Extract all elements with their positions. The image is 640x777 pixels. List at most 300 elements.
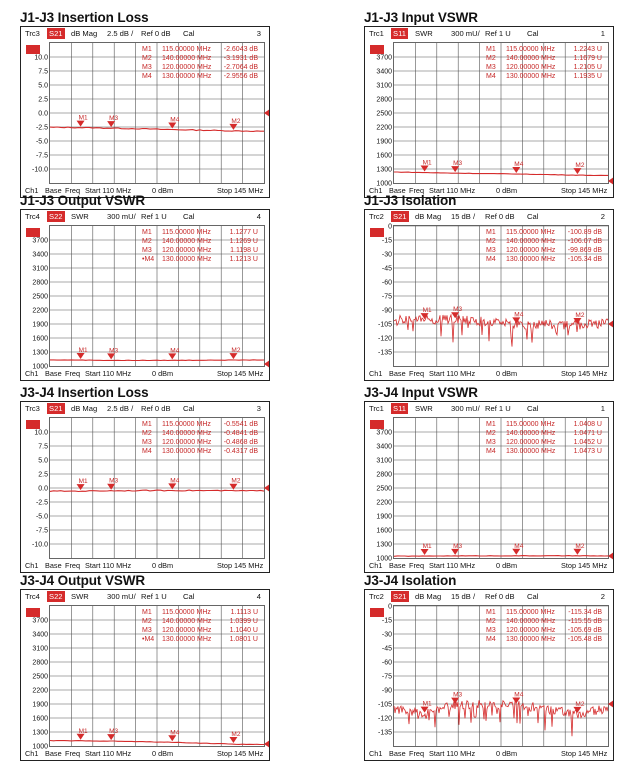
y-tick-label: 1000: [32, 743, 48, 751]
stop-frequency: Stop 145 MHz: [217, 561, 264, 570]
format-label: dB Mag: [71, 404, 98, 413]
stop-frequency: Stop 145 MHz: [561, 561, 608, 570]
marker-table-value: -0.4841 dB: [223, 430, 258, 437]
y-tick-label: 3700: [32, 617, 48, 625]
plot-svg: [377, 223, 608, 366]
y-tick-label: -30: [381, 631, 392, 639]
reference-label: Ref 1 U: [141, 592, 167, 601]
marker-label: M4: [170, 477, 180, 485]
measurement-badge: S21: [49, 404, 63, 413]
marker-table-frequency: 140.00000 MHz: [506, 618, 556, 625]
marker-table-label: M3: [142, 627, 152, 634]
marker-label: M3: [109, 477, 119, 485]
measurement-badge: S11: [393, 29, 406, 38]
marker-table-label: M2: [142, 238, 152, 245]
y-tick-label: -75: [381, 673, 392, 681]
marker-table-frequency: 130.00000 MHz: [162, 636, 212, 643]
reference-label: Ref 0 dB: [141, 29, 171, 38]
stop-frequency: Stop 145 MHz: [217, 369, 264, 378]
plot-area: [32, 225, 265, 371]
y-tick-label: -90: [381, 687, 392, 695]
reference-arrow: [608, 700, 614, 708]
y-tick-label: 1300: [32, 729, 48, 737]
marker-table-frequency: 130.00000 MHz: [506, 636, 556, 643]
y-tick-label: 3400: [32, 251, 48, 259]
marker-table-label: M3: [486, 64, 496, 71]
trace-header: [365, 590, 613, 604]
y-tick-label: 1600: [32, 335, 48, 343]
reference-arrow: [264, 109, 270, 117]
marker-label: M1: [422, 159, 432, 167]
trace-header: [21, 27, 269, 41]
active-trace-marker: [26, 228, 40, 237]
marker-table-label: M2: [486, 55, 496, 62]
sweep-footer: [21, 748, 269, 760]
marker-table-value: -105.69 dB: [567, 627, 602, 634]
marker-table-frequency: 120.00000 MHz: [162, 439, 212, 446]
marker-label: M2: [575, 311, 585, 319]
marker-table-label: M4: [486, 448, 496, 455]
marker-label: M4: [514, 160, 524, 168]
base-label: Base: [389, 186, 406, 195]
marker-table-label: M3: [486, 439, 496, 446]
marker-table-label: M3: [142, 247, 152, 254]
active-trace-marker: [370, 420, 384, 429]
trace-header: [21, 210, 269, 224]
base-label: Base: [389, 749, 406, 758]
y-tick-label: 3700: [32, 237, 48, 245]
marker-table-value: -106.07 dB: [567, 238, 602, 245]
trace-id: Trc4: [25, 592, 40, 601]
trace-id: Trc3: [25, 404, 40, 413]
y-tick-label: 1000: [376, 555, 392, 563]
trace-line: [50, 360, 264, 361]
marker-label: M4: [170, 729, 180, 737]
cal-label: Cal: [183, 212, 195, 221]
y-tick-label: 10.0: [34, 429, 48, 437]
marker-table-frequency: 120.00000 MHz: [506, 64, 556, 71]
scale-label: 300 mU/: [451, 404, 480, 413]
plot-area: [32, 417, 265, 559]
marker-table-label: M2: [142, 430, 152, 437]
y-tick-label: -10.0: [32, 541, 48, 549]
chart-title: J3-J4 Input VSWR: [364, 385, 478, 400]
cal-label: Cal: [527, 592, 539, 601]
start-frequency: Start 110 MHz: [429, 369, 476, 378]
marker-table-label: M4: [486, 636, 496, 643]
marker-table-label: M1: [142, 229, 152, 236]
measurement-badge: S21: [49, 29, 63, 38]
marker-table-frequency: 120.00000 MHz: [162, 627, 212, 634]
marker-table-frequency: 115.00000 MHz: [162, 609, 211, 616]
source-power: 0 dBm: [152, 369, 174, 378]
trace-id: Trc4: [25, 212, 40, 221]
format-label: SWR: [71, 212, 89, 221]
marker-table-label: M4: [486, 73, 496, 80]
analyzer-screen: [20, 209, 270, 381]
marker-table-frequency: 115.00000 MHz: [506, 609, 555, 616]
marker-table-value: -3.1931 dB: [223, 55, 258, 62]
marker-table-label: M1: [486, 46, 496, 53]
plot-svg: [32, 43, 264, 183]
start-frequency: Start 110 MHz: [85, 561, 132, 570]
sweep-footer: [21, 560, 269, 572]
reference-arrow: [264, 740, 270, 748]
base-label: Base: [45, 186, 62, 195]
channel-label: Ch1: [25, 561, 39, 570]
marker-table-value: -2.9556 dB: [223, 73, 258, 80]
y-tick-label: 1000: [32, 363, 48, 371]
reference-label: Ref 0 dB: [485, 212, 515, 221]
plot-svg: [376, 43, 608, 188]
marker-table-value: 1.1040 U: [229, 627, 258, 634]
format-label: SWR: [71, 592, 89, 601]
y-tick-label: 1600: [32, 715, 48, 723]
cal-label: Cal: [527, 29, 539, 38]
chart-title: J1-J3 Input VSWR: [364, 10, 478, 25]
marker-label: M1: [78, 114, 88, 122]
marker-table-frequency: 120.00000 MHz: [162, 64, 212, 71]
freq-label: Freq: [65, 561, 81, 570]
marker-label: M2: [575, 162, 585, 170]
marker-label: M1: [422, 700, 432, 708]
measurement-badge: S22: [49, 212, 63, 221]
y-tick-label: 2500: [32, 293, 48, 301]
base-label: Base: [389, 561, 406, 570]
freq-label: Freq: [409, 369, 425, 378]
reference-arrow: [608, 552, 614, 560]
channel-label: Ch1: [25, 749, 39, 758]
marker-table-value: 1.2243 U: [573, 46, 602, 53]
marker-table-value: -105.48 dB: [567, 636, 602, 643]
marker-table-label: M2: [486, 430, 496, 437]
marker-table-value: 1.0473 U: [573, 448, 602, 455]
y-tick-label: 7.5: [38, 68, 48, 76]
base-label: Base: [45, 561, 62, 570]
y-tick-label: 2200: [376, 124, 392, 132]
y-tick-label: 1900: [376, 138, 392, 146]
trace-id: Trc1: [369, 404, 384, 413]
marker-label: M1: [78, 727, 88, 735]
y-tick-label: 2800: [376, 96, 392, 104]
marker-table-label: M2: [142, 55, 152, 62]
trace-header: [365, 402, 613, 416]
marker-table-label: M3: [142, 439, 152, 446]
chart-title: J3-J4 Isolation: [364, 573, 457, 588]
marker-label: M1: [422, 543, 432, 550]
channel-label: Ch1: [369, 186, 383, 195]
cal-label: Cal: [183, 592, 195, 601]
stop-frequency: Stop 145 MHz: [561, 369, 608, 378]
marker-table-label: M4: [142, 73, 152, 80]
marker-table-label: M1: [142, 46, 152, 53]
marker-label: M3: [453, 160, 463, 168]
y-tick-label: -60: [381, 279, 392, 287]
plot-area: [377, 223, 609, 367]
y-tick-label: -90: [381, 307, 392, 315]
marker-table-value: 1.0801 U: [229, 636, 258, 643]
start-frequency: Start 110 MHz: [429, 186, 476, 195]
marker-table-value: -100.89 dB: [567, 229, 602, 236]
y-tick-label: -75: [381, 293, 392, 301]
analyzer-screen: [20, 401, 270, 573]
y-tick-label: -45: [381, 265, 392, 273]
freq-label: Freq: [409, 561, 425, 570]
channel-label: Ch1: [369, 369, 383, 378]
marker-table-label: M1: [142, 609, 152, 616]
source-power: 0 dBm: [496, 186, 518, 195]
trace-number: 2: [600, 592, 605, 601]
y-tick-label: 2200: [32, 307, 48, 315]
marker-label: M4: [170, 347, 180, 355]
marker-label: M3: [109, 115, 119, 123]
y-tick-label: 1000: [376, 180, 392, 188]
freq-label: Freq: [409, 186, 425, 195]
active-trace-marker: [370, 608, 384, 617]
marker-label: M4: [514, 542, 524, 550]
reference-label: Ref 1 U: [485, 29, 511, 38]
format-label: SWR: [415, 404, 433, 413]
format-label: dB Mag: [71, 29, 98, 38]
marker-table-frequency: 115.00000 MHz: [162, 46, 211, 53]
trace-header: [21, 590, 269, 604]
y-tick-label: 2200: [32, 687, 48, 695]
analyzer-screen: [20, 589, 270, 761]
source-power: 0 dBm: [152, 561, 174, 570]
marker-table-label: M1: [486, 609, 496, 616]
chart-title: J3-J4 Insertion Loss: [20, 385, 149, 400]
marker-table-value: 1.0408 U: [573, 421, 602, 428]
y-tick-label: 2500: [376, 485, 392, 493]
marker-table-value: -0.4868 dB: [223, 439, 258, 446]
chart-title: J1-J3 Isolation: [364, 193, 457, 208]
marker-label: M2: [575, 542, 585, 550]
y-tick-label: 3700: [376, 54, 392, 62]
marker-table-frequency: 120.00000 MHz: [506, 627, 556, 634]
sweep-footer: [365, 748, 613, 760]
y-tick-label: 1300: [376, 541, 392, 549]
marker-label: M2: [231, 347, 241, 355]
cal-label: Cal: [183, 404, 195, 413]
marker-table-frequency: 115.00000 MHz: [506, 421, 555, 428]
trace-number: 1: [600, 404, 605, 413]
y-tick-label: 0: [388, 603, 392, 611]
marker-table-label: M1: [486, 229, 496, 236]
y-tick-label: 5.0: [38, 457, 48, 465]
freq-label: Freq: [409, 749, 425, 758]
marker-table-value: 1.1277 U: [229, 229, 258, 236]
plot-area: [377, 603, 609, 747]
marker-table-label: M3: [486, 627, 496, 634]
reference-arrow: [608, 320, 614, 328]
y-tick-label: 3400: [376, 443, 392, 451]
stop-frequency: Stop 145 MHz: [217, 749, 264, 758]
y-tick-label: -2.5: [35, 124, 48, 132]
start-frequency: Start 110 MHz: [429, 749, 476, 758]
marker-label: M2: [231, 731, 241, 738]
marker-label: M3: [453, 306, 463, 314]
reference-label: Ref 0 dB: [485, 592, 515, 601]
marker-table-value: 1.1935 U: [573, 73, 602, 80]
channel-label: Ch1: [369, 561, 383, 570]
y-tick-label: 0.0: [38, 110, 48, 118]
start-frequency: Start 110 MHz: [85, 186, 132, 195]
format-label: SWR: [415, 29, 433, 38]
y-tick-label: -135: [377, 729, 392, 737]
y-tick-label: 1600: [376, 152, 392, 160]
marker-table-frequency: 115.00000 MHz: [506, 46, 555, 53]
source-power: 0 dBm: [152, 186, 174, 195]
marker-table-value: 1.1679 U: [573, 55, 602, 62]
base-label: Base: [45, 749, 62, 758]
trace-number: 2: [600, 212, 605, 221]
y-tick-label: 3100: [376, 82, 392, 90]
marker-table-label: •M4: [142, 636, 155, 643]
marker-table-frequency: 115.00000 MHz: [162, 421, 211, 428]
marker-table-value: -0.4317 dB: [223, 448, 258, 455]
marker-table-label: M1: [486, 421, 496, 428]
marker-table-value: -0.5541 dB: [223, 421, 258, 428]
y-tick-label: 1300: [376, 166, 392, 174]
y-tick-label: -60: [381, 659, 392, 667]
reference-label: Ref 1 U: [141, 212, 167, 221]
trace-number: 1: [600, 29, 605, 38]
marker-label: M3: [109, 728, 119, 736]
scale-label: 2.5 dB /: [107, 404, 134, 413]
y-tick-label: -105: [377, 701, 392, 709]
y-tick-label: 2200: [376, 499, 392, 507]
y-tick-label: 2.5: [38, 96, 48, 104]
trace-number: 4: [256, 212, 261, 221]
plot-svg: [377, 603, 608, 746]
y-tick-label: 1300: [32, 349, 48, 357]
y-tick-label: 1900: [376, 513, 392, 521]
active-trace-marker: [26, 45, 40, 54]
y-tick-label: -10.0: [32, 166, 48, 174]
plot-svg: [376, 418, 608, 563]
y-tick-label: 2500: [376, 110, 392, 118]
y-tick-label: -120: [377, 715, 392, 723]
y-tick-label: 0.0: [38, 485, 48, 493]
marker-table-value: 1.1113 U: [230, 609, 258, 616]
y-tick-label: -5.0: [35, 513, 48, 521]
trace-header: [21, 402, 269, 416]
marker-table-frequency: 140.00000 MHz: [162, 430, 212, 437]
source-power: 0 dBm: [496, 369, 518, 378]
marker-table-frequency: 140.00000 MHz: [506, 430, 556, 437]
marker-table-frequency: 130.00000 MHz: [506, 256, 556, 263]
chart-title: J3-J4 Output VSWR: [20, 573, 146, 588]
channel-label: Ch1: [25, 186, 39, 195]
source-power: 0 dBm: [496, 561, 518, 570]
y-tick-label: -105: [377, 321, 392, 329]
plot-svg: [32, 418, 264, 558]
analyzer-screen: [364, 26, 614, 198]
trace-number: 3: [256, 404, 261, 413]
marker-label: M4: [514, 311, 524, 319]
cal-label: Cal: [527, 212, 539, 221]
trace-header: [365, 27, 613, 41]
y-tick-label: 3400: [32, 631, 48, 639]
y-tick-label: 2500: [32, 673, 48, 681]
marker-table-value: -2.6043 dB: [223, 46, 258, 53]
marker-table-frequency: 140.00000 MHz: [162, 618, 212, 625]
measurement-badge: S21: [393, 212, 407, 221]
start-frequency: Start 110 MHz: [85, 749, 132, 758]
analyzer-screen: [364, 209, 614, 381]
y-tick-label: 3100: [376, 457, 392, 465]
y-tick-label: 5.0: [38, 82, 48, 90]
marker-table-frequency: 120.00000 MHz: [162, 247, 212, 254]
marker-table-value: -115.34 dB: [568, 609, 602, 616]
reference-arrow: [264, 360, 270, 368]
scale-label: 2.5 dB /: [107, 29, 134, 38]
marker-table-value: 1.0471 U: [573, 430, 602, 437]
marker-label: M3: [453, 542, 463, 550]
marker-label: M2: [575, 700, 585, 708]
y-tick-label: 0: [388, 223, 392, 231]
sweep-footer: [21, 368, 269, 380]
plot-svg: [32, 606, 264, 751]
marker-label: M4: [170, 116, 180, 124]
plot-area: [376, 417, 609, 563]
marker-table-frequency: 115.00000 MHz: [506, 229, 555, 236]
trace-id: Trc2: [369, 212, 384, 221]
marker-table-label: M3: [142, 64, 152, 71]
marker-table-value: 1.2105 U: [573, 64, 602, 71]
chart-title: J1-J3 Output VSWR: [20, 193, 146, 208]
marker-table-value: -105.34 dB: [567, 256, 602, 263]
y-tick-label: 2.5: [38, 471, 48, 479]
scale-label: 15 dB /: [451, 592, 476, 601]
y-tick-label: 2800: [32, 279, 48, 287]
active-trace-marker: [370, 228, 384, 237]
y-tick-label: 3400: [376, 68, 392, 76]
active-trace-marker: [26, 420, 40, 429]
plot-area: [32, 605, 265, 751]
y-tick-label: -15: [381, 237, 392, 245]
marker-label: M3: [453, 691, 463, 699]
y-tick-label: -45: [381, 645, 392, 653]
marker-table-label: •M4: [142, 256, 155, 263]
cal-label: Cal: [527, 404, 539, 413]
marker-table-value: 1.1213 U: [229, 256, 258, 263]
marker-table-label: M2: [486, 618, 496, 625]
y-tick-label: 2800: [376, 471, 392, 479]
marker-table-frequency: 140.00000 MHz: [162, 55, 212, 62]
trace-number: 3: [256, 29, 261, 38]
y-tick-label: -7.5: [35, 527, 48, 535]
measurement-badge: S11: [393, 404, 406, 413]
channel-label: Ch1: [25, 369, 39, 378]
cal-label: Cal: [183, 29, 195, 38]
marker-table-label: M4: [486, 256, 496, 263]
y-tick-label: -15: [381, 617, 392, 625]
marker-table-value: -99.869 dB: [567, 247, 602, 254]
format-label: dB Mag: [415, 592, 442, 601]
marker-table-label: M3: [486, 247, 496, 254]
reference-label: Ref 0 dB: [141, 404, 171, 413]
scale-label: 300 mU/: [451, 29, 480, 38]
y-tick-label: -7.5: [35, 152, 48, 160]
marker-label: M2: [231, 477, 241, 485]
base-label: Base: [45, 369, 62, 378]
marker-table-frequency: 130.00000 MHz: [162, 448, 212, 455]
y-tick-label: 3100: [32, 645, 48, 653]
trace-header: [365, 210, 613, 224]
trace-id: Trc1: [369, 29, 384, 38]
freq-label: Freq: [65, 749, 81, 758]
